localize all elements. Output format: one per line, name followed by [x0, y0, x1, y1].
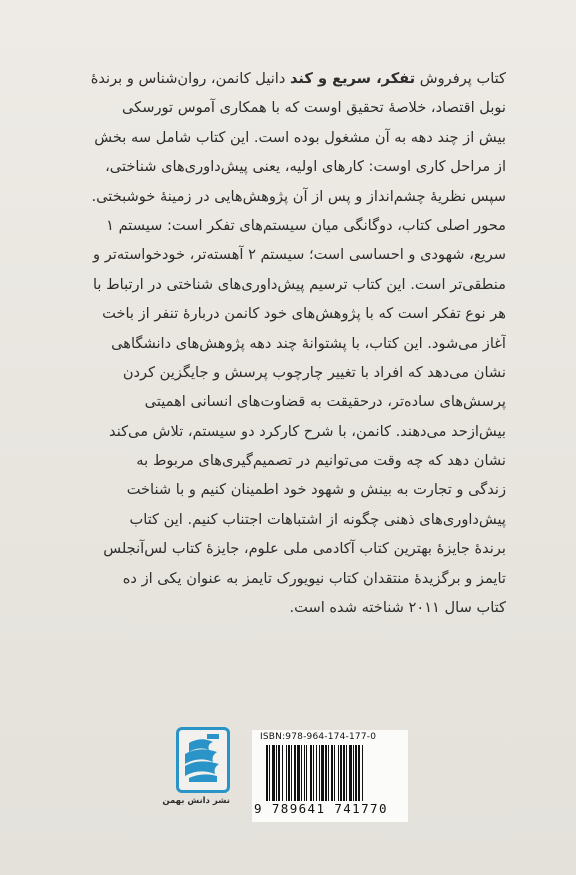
blurb-line — [84, 387, 506, 416]
blurb-segment: تایمز و برگزیدهٔ منتقدان کتاب نیویورک تایمز به عنوان یکی از ده — [122, 569, 506, 587]
blurb-segment: کتاب سال ۲۰۱۱ شناخته شده است. — [289, 599, 506, 617]
isbn-barcode — [252, 730, 408, 822]
wave-logo-icon — [176, 727, 230, 793]
blurb-line — [84, 93, 506, 122]
blurb-line — [84, 593, 506, 622]
blurb-line — [84, 446, 506, 475]
blurb-segment: بیش از چند دهه به آن مشغول بوده است. این کتاب شامل سه بخش — [94, 128, 506, 146]
blurb-segment: برندهٔ جایزهٔ بهترین کتاب آکادمی ملی علوم، جایزهٔ کتاب لس‌آنجلس — [103, 540, 506, 558]
blurb-segment: نوبل اقتصاد، خلاصهٔ تحقیق اوست که با همکاری آموس تورسکی — [122, 99, 506, 117]
blurb-line — [84, 564, 506, 593]
publisher-name: نشر دانش بهمن — [162, 796, 230, 806]
barcode-bars — [266, 745, 398, 801]
blurb-segment: نشان می‌دهد که افراد با تغییر چارچوب پرسش و جایگزین کردن — [122, 363, 506, 381]
blurb-line — [84, 240, 506, 269]
blurb-line — [84, 299, 506, 328]
blurb-text — [84, 64, 506, 622]
blurb-segment: زندگی و تجارت به بینش و شهود خود اطمینان کنیم و با شناخت — [126, 481, 506, 499]
blurb-line — [84, 123, 506, 152]
blurb-segment: محور اصلی کتاب، دوگانگی میان سیستم‌های تفکر است: سیستم ۱ — [106, 216, 506, 234]
blurb-segment: پیش‌داوری‌های ذهنی چگونه از اشتباهات اجتناب کنیم. این کتاب — [129, 510, 506, 528]
blurb-segment: سریع، شهودی و احساسی است؛ سیستم ۲ آهسته‌تر، خودخواسته‌تر و — [93, 246, 506, 264]
blurb-segment: دانیل کانمن، روان‌شناس و برندهٔ — [90, 70, 290, 87]
blurb-segment: هر نوع تفکر است که با پژوهش‌های خود کانمن دربارهٔ تنفر از باخت — [102, 305, 506, 323]
blurb-line — [84, 475, 506, 504]
blurb-line — [84, 64, 506, 93]
blurb-segment: بیش‌ازحد می‌دهند. کانمن، با شرح کارکرد دو سیستم، تلاش می‌کند — [109, 422, 506, 440]
isbn-label: ISBN:978-964-174-177-0 — [260, 732, 377, 742]
blurb-line — [84, 182, 506, 211]
blurb-line — [84, 211, 506, 240]
blurb-segment: کتاب پرفروش — [415, 70, 506, 87]
blurb-line — [84, 270, 506, 299]
blurb-segment: سپس نظریهٔ چشم‌انداز و پس از آن پژوهش‌هایی در زمینهٔ خوشبختی. — [91, 187, 506, 205]
blurb-line — [84, 329, 506, 358]
blurb-line — [84, 152, 506, 181]
blurb-segment: منطقی‌تر است. این کتاب ترسیم پیش‌داوری‌های شناختی در ارتباط با — [92, 275, 506, 293]
blurb-line — [84, 417, 506, 446]
blurb-line — [84, 358, 506, 387]
blurb-segment: نشان دهد که چه وقت می‌توانیم در تصمیم‌گیری‌های مربوط به — [136, 452, 506, 470]
blurb-segment: آغاز می‌شود. این کتاب، با پشتوانهٔ چند دهه پژوهش‌های دانشگاهی — [111, 334, 506, 352]
blurb-segment: پرسش‌های ساده‌تر، درحقیقت به قضاوت‌های انسانی اهمیتی — [144, 393, 506, 411]
blurb-line — [84, 534, 506, 563]
blurb-segment: از مراحل کاری اوست: کارهای اولیه، یعنی پیش‌داوری‌های شناختی، — [105, 158, 506, 176]
blurb-line — [84, 505, 506, 534]
barcode-digits: 9 789641 741770 — [254, 801, 388, 816]
book-title: تفکر، سریع و کند — [290, 70, 416, 87]
publisher-logo — [162, 727, 230, 813]
